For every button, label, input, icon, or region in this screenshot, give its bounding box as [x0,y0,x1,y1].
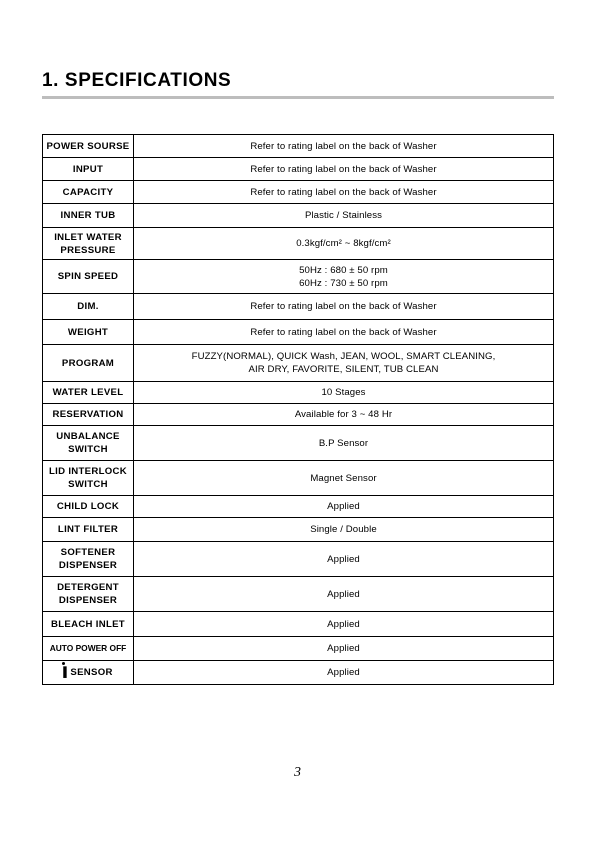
spec-row-detergent-dispenser [43,577,554,612]
spec-row-water-level [43,382,554,404]
spec-label: WATER LEVEL [43,382,134,404]
spec-row-sensor [43,661,554,685]
spec-label: PROGRAM [43,345,134,382]
section-title: 1. SPECIFICATIONS [42,70,232,91]
spec-value: 0.3kgf/cm² ~ 8kgf/cm² [134,228,554,260]
spec-label: INLET WATER PRESSURE [43,228,134,260]
spec-row-power-source [43,135,554,158]
spec-label: LINT FILTER [43,518,134,542]
spec-row-bleach-inlet [43,612,554,637]
spec-value: Applied [134,577,554,612]
spec-label: BLEACH INLET [43,612,134,637]
spec-value: Refer to rating label on the back of Washer [134,320,554,345]
spec-label: RESERVATION [43,404,134,426]
spec-label: INPUT [43,158,134,181]
spec-row-input [43,158,554,181]
i-sensor-logo-icon: ▌ [63,666,70,679]
spec-label: DIM. [43,294,134,320]
specifications-table-body [43,135,554,685]
spec-label: POWER SOURSE [43,135,134,158]
spec-value: Refer to rating label on the back of Washer [134,294,554,320]
spec-label: SOFTENER DISPENSER [43,542,134,577]
spec-value: Refer to rating label on the back of Washer [134,158,554,181]
spec-value: Applied [134,496,554,518]
spec-value: Refer to rating label on the back of Washer [134,181,554,204]
spec-value: Refer to rating label on the back of Washer [134,135,554,158]
spec-value: Applied [134,661,554,685]
spec-label: DETERGENT DISPENSER [43,577,134,612]
spec-row-dim [43,294,554,320]
spec-row-auto-power-off [43,637,554,661]
spec-row-spin-speed [43,260,554,294]
spec-label: CAPACITY [43,181,134,204]
specifications-table [42,134,554,685]
spec-value: B.P Sensor [134,426,554,461]
spec-row-child-lock [43,496,554,518]
spec-row-unbalance-switch [43,426,554,461]
spec-row-inner-tub [43,204,554,228]
spec-row-weight [43,320,554,345]
spec-value: 50Hz : 680 ± 50 rpm 60Hz : 730 ± 50 rpm [134,260,554,294]
spec-label: AUTO POWER OFF [43,637,134,661]
spec-value: Applied [134,637,554,661]
spec-row-reservation [43,404,554,426]
spec-label: UNBALANCE SWITCH [43,426,134,461]
spec-label: CHILD LOCK [43,496,134,518]
spec-value: Magnet Sensor [134,461,554,496]
spec-label: LID INTERLOCK SWITCH [43,461,134,496]
title-underline [42,96,554,99]
spec-label: WEIGHT [43,320,134,345]
spec-row-lint-filter [43,518,554,542]
spec-value: 10 Stages [134,382,554,404]
i-sensor-dot-icon [62,662,65,665]
spec-label: INNER TUB [43,204,134,228]
spec-label: ▌ SENSOR [43,661,134,685]
spec-row-inlet-water-pressure [43,228,554,260]
spec-value: Available for 3 ~ 48 Hr [134,404,554,426]
spec-value: Applied [134,542,554,577]
page-number: 3 [294,765,301,780]
spec-row-capacity [43,181,554,204]
spec-row-program [43,345,554,382]
spec-value: FUZZY(NORMAL), QUICK Wash, JEAN, WOOL, SMART CLEANING, AIR DRY, FAVORITE, SILENT, TUB CLEAN [134,345,554,382]
spec-value: Applied [134,612,554,637]
spec-value: Single / Double [134,518,554,542]
spec-value: Plastic / Stainless [134,204,554,228]
spec-label: SPIN SPEED [43,260,134,294]
spec-row-lid-interlock-switch [43,461,554,496]
spec-row-softener-dispenser [43,542,554,577]
